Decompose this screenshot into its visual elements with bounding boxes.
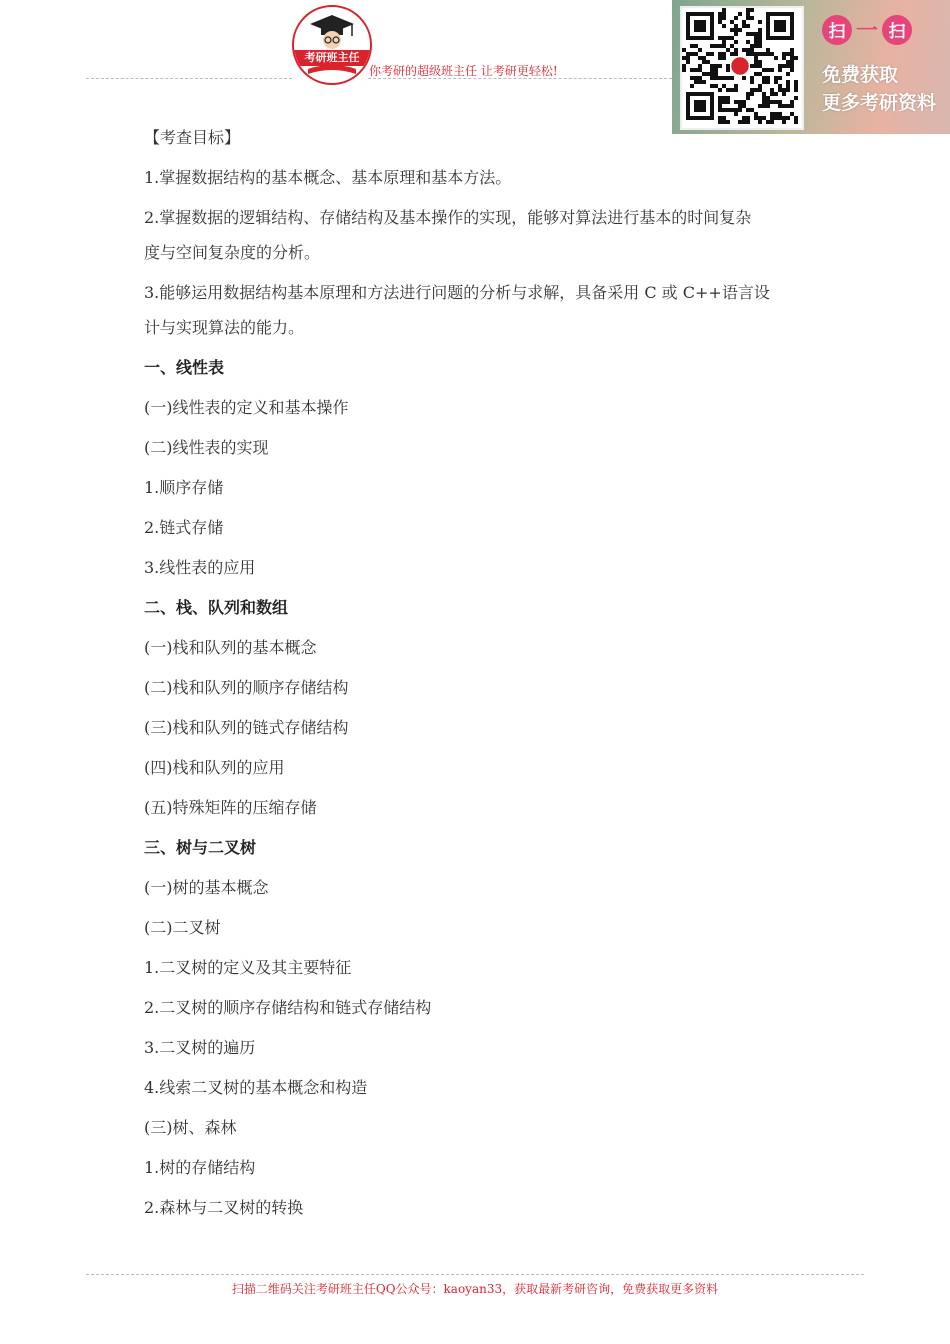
text-line: 1.顺序存储 [144, 478, 224, 497]
footer-divider [86, 1274, 864, 1275]
section-heading: 一、线性表 [144, 358, 225, 377]
text-line: 3.线性表的应用 [144, 558, 256, 577]
section-heading: 二、栈、队列和数组 [144, 598, 289, 617]
text-line: (一)树的基本概念 [144, 878, 269, 897]
header-slogan: 你考研的超级班主任 让考研更轻松! [369, 64, 558, 78]
graduate-cap-icon [294, 7, 370, 83]
text-line: (五)特殊矩阵的压缩存储 [144, 798, 317, 817]
text-line: 1.树的存储结构 [144, 1158, 256, 1177]
text-line: 2.链式存储 [144, 518, 224, 537]
text-line: 2.森林与二叉树的转换 [144, 1198, 304, 1217]
text-line: 1.掌握数据结构的基本概念、基本原理和基本方法。 [144, 168, 512, 187]
scan-dash: 一 [856, 19, 879, 44]
footer-notice: 扫描二维码关注考研班主任QQ公众号：kaoyan33，获取最新考研咨询，免费获取更多资料 [231, 1282, 719, 1296]
text-line: 度与空间复杂度的分析。 [144, 243, 321, 262]
text-line: (一)线性表的定义和基本操作 [144, 398, 349, 417]
text-line: (二)栈和队列的顺序存储结构 [144, 678, 349, 697]
text-line: (三)树、森林 [144, 1118, 237, 1137]
text-line: (二)二叉树 [144, 918, 221, 937]
text-line: (一)栈和队列的基本概念 [144, 638, 317, 657]
header-divider-right [368, 78, 672, 79]
promo-line-2: 更多考研资料 [822, 92, 937, 114]
text-line: 3.能够运用数据结构基本原理和方法进行问题的分析与求解，具备采用 C 或 C++语言设 [144, 283, 770, 302]
scan-prompt [822, 14, 912, 45]
text-line: (三)栈和队列的链式存储结构 [144, 718, 349, 737]
text-line: 2.掌握数据的逻辑结构、存储结构及基本操作的实现，能够对算法进行基本的时间复杂 [144, 208, 752, 227]
section-heading: 三、树与二叉树 [144, 838, 257, 857]
text-line: 2.二叉树的顺序存储结构和链式存储结构 [144, 998, 432, 1017]
logo [292, 5, 372, 85]
text-line: 计与实现算法的能力。 [144, 318, 305, 337]
logo-text: 考研班主任 [294, 50, 370, 66]
document-body [144, 120, 814, 1230]
promo-line-1: 免费获取 [822, 64, 899, 86]
header-divider-left [86, 78, 292, 79]
scan-badge-right: 扫 [882, 15, 912, 45]
qr-code-icon[interactable] [680, 6, 804, 130]
text-line: 4.线索二叉树的基本概念和构造 [144, 1078, 368, 1097]
text-line: (四)栈和队列的应用 [144, 758, 285, 777]
text-line: 【考查目标】 [144, 128, 241, 147]
text-line: 3.二叉树的遍历 [144, 1038, 256, 1057]
text-line: (二)线性表的实现 [144, 438, 269, 457]
text-line: 1.二叉树的定义及其主要特征 [144, 958, 352, 977]
promo-banner[interactable] [672, 0, 950, 134]
scan-badge-left: 扫 [822, 15, 852, 45]
